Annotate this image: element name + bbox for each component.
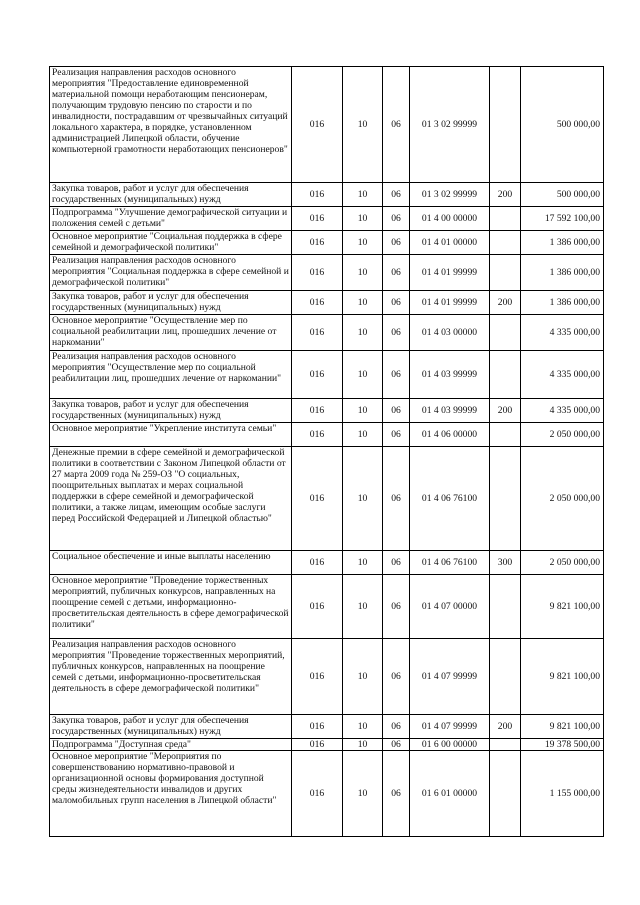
cell-amount: 4 335 000,00: [521, 351, 604, 399]
cell-name: Основное мероприятие "Осуществление мер по социальной реабилитации лиц, прошедших лечение от наркомании": [50, 315, 292, 351]
cell-amount: 1 155 000,00: [521, 751, 604, 837]
cell-expense-type-code: [490, 639, 521, 715]
table-row: [50, 739, 604, 751]
cell-subsection-code: 06: [383, 255, 410, 291]
cell-expense-type-code: [490, 231, 521, 255]
cell-target-code: 01 4 03 99999: [410, 399, 490, 423]
cell-section-code: 10: [343, 715, 383, 739]
cell-target-code: 01 4 03 99999: [410, 351, 490, 399]
table-row: [50, 423, 604, 447]
cell-subsection-code: 06: [383, 231, 410, 255]
cell-subsection-code: 06: [383, 739, 410, 751]
table-row: [50, 551, 604, 575]
cell-ministry-code: 016: [292, 751, 343, 837]
cell-expense-type-code: [490, 351, 521, 399]
cell-target-code: 01 6 00 00000: [410, 739, 490, 751]
cell-ministry-code: 016: [292, 351, 343, 399]
cell-subsection-code: 06: [383, 291, 410, 315]
cell-ministry-code: 016: [292, 399, 343, 423]
cell-section-code: 10: [343, 751, 383, 837]
cell-expense-type-code: [490, 207, 521, 231]
cell-expense-type-code: [490, 255, 521, 291]
cell-target-code: 01 6 01 00000: [410, 751, 490, 837]
cell-section-code: 10: [343, 231, 383, 255]
cell-target-code: 01 4 00 00000: [410, 207, 490, 231]
cell-target-code: 01 4 06 00000: [410, 423, 490, 447]
cell-subsection-code: 06: [383, 447, 410, 551]
cell-ministry-code: 016: [292, 447, 343, 551]
cell-section-code: 10: [343, 207, 383, 231]
cell-name: Закупка товаров, работ и услуг для обеспечения государственных (муниципальных) нужд: [50, 183, 292, 207]
cell-target-code: 01 4 01 00000: [410, 231, 490, 255]
cell-name: Закупка товаров, работ и услуг для обеспечения государственных (муниципальных) нужд: [50, 399, 292, 423]
cell-target-code: 01 3 02 99999: [410, 67, 490, 183]
cell-expense-type-code: [490, 447, 521, 551]
cell-section-code: 10: [343, 399, 383, 423]
cell-amount: 500 000,00: [521, 67, 604, 183]
cell-subsection-code: 06: [383, 639, 410, 715]
cell-section-code: 10: [343, 639, 383, 715]
cell-subsection-code: 06: [383, 315, 410, 351]
cell-target-code: 01 3 02 99999: [410, 183, 490, 207]
table-row: [50, 255, 604, 291]
cell-ministry-code: 016: [292, 715, 343, 739]
cell-section-code: 10: [343, 575, 383, 639]
cell-target-code: 01 4 06 76100: [410, 551, 490, 575]
cell-name: Денежные премии в сфере семейной и демографической политики в соответствии с Законом Липецкой области от 27 марта 2009 года № 259-ОЗ "О социальных, поощрительных выплатах и мерах социальной поддержки в сфере семейной и демографической политики, а также лицам, имеющим особые заслуги перед Российской Федерацией и Липецкой областью": [50, 447, 292, 551]
cell-name: Основное мероприятие "Проведение торжественных мероприятий, публичных конкурсов, направленных на поощрение семей с детьми, информационно-просветительская деятельность в сфере демографической политики": [50, 575, 292, 639]
cell-subsection-code: 06: [383, 551, 410, 575]
cell-name: Реализация направления расходов основного мероприятия "Осуществление мер по социальной реабилитации лиц, прошедших лечение от наркомании": [50, 351, 292, 399]
cell-section-code: 10: [343, 67, 383, 183]
cell-amount: 1 386 000,00: [521, 231, 604, 255]
cell-ministry-code: 016: [292, 231, 343, 255]
cell-amount: 1 386 000,00: [521, 291, 604, 315]
cell-subsection-code: 06: [383, 67, 410, 183]
cell-section-code: 10: [343, 351, 383, 399]
table-row: [50, 291, 604, 315]
cell-subsection-code: 06: [383, 423, 410, 447]
cell-name: Закупка товаров, работ и услуг для обеспечения государственных (муниципальных) нужд: [50, 291, 292, 315]
cell-section-code: 10: [343, 183, 383, 207]
budget-table: [49, 66, 604, 837]
cell-section-code: 10: [343, 447, 383, 551]
cell-ministry-code: 016: [292, 255, 343, 291]
cell-target-code: 01 4 07 99999: [410, 715, 490, 739]
cell-ministry-code: 016: [292, 67, 343, 183]
cell-name: Подпрограмма "Улучшение демографической ситуации и положения семей с детьми": [50, 207, 292, 231]
cell-subsection-code: 06: [383, 183, 410, 207]
document-page: [49, 66, 604, 837]
cell-section-code: 10: [343, 291, 383, 315]
cell-ministry-code: 016: [292, 183, 343, 207]
cell-subsection-code: 06: [383, 207, 410, 231]
cell-ministry-code: 016: [292, 739, 343, 751]
table-row: [50, 67, 604, 183]
cell-amount: 19 378 500,00: [521, 739, 604, 751]
cell-amount: 500 000,00: [521, 183, 604, 207]
cell-name: Подпрограмма "Доступная среда": [50, 739, 292, 751]
cell-name: Основное мероприятие "Мероприятия по совершенствованию нормативно-правовой и организационной основы формирования доступной среды жизнедеятельности инвалидов и других маломобильных групп населения в Липецкой области": [50, 751, 292, 837]
cell-name: Закупка товаров, работ и услуг для обеспечения государственных (муниципальных) нужд: [50, 715, 292, 739]
cell-name: Реализация направления расходов основного мероприятия "Социальная поддержка в сфере семейной и демографической политики": [50, 255, 292, 291]
cell-ministry-code: 016: [292, 207, 343, 231]
table-row: [50, 399, 604, 423]
cell-subsection-code: 06: [383, 715, 410, 739]
table-row: [50, 351, 604, 399]
cell-target-code: 01 4 07 99999: [410, 639, 490, 715]
cell-subsection-code: 06: [383, 351, 410, 399]
table-row: [50, 207, 604, 231]
table-row: [50, 315, 604, 351]
cell-name: Социальное обеспечение и иные выплаты населению: [50, 551, 292, 575]
cell-expense-type-code: [490, 67, 521, 183]
cell-amount: 1 386 000,00: [521, 255, 604, 291]
cell-amount: 9 821 100,00: [521, 575, 604, 639]
cell-expense-type-code: 200: [490, 291, 521, 315]
cell-name: Основное мероприятие "Социальная поддержка в сфере семейной и демографической политики": [50, 231, 292, 255]
cell-ministry-code: 016: [292, 551, 343, 575]
cell-expense-type-code: 200: [490, 399, 521, 423]
table-body: [50, 67, 604, 837]
cell-ministry-code: 016: [292, 291, 343, 315]
cell-amount: 4 335 000,00: [521, 399, 604, 423]
cell-amount: 2 050 000,00: [521, 447, 604, 551]
cell-subsection-code: 06: [383, 575, 410, 639]
cell-expense-type-code: 200: [490, 183, 521, 207]
cell-expense-type-code: 300: [490, 551, 521, 575]
cell-amount: 2 050 000,00: [521, 551, 604, 575]
cell-target-code: 01 4 01 99999: [410, 291, 490, 315]
cell-ministry-code: 016: [292, 315, 343, 351]
cell-name: Реализация направления расходов основного мероприятия "Предоставление единовременной материальной помощи неработающим пенсионерам, получающим трудовую пенсию по старости и по инвалидности, пострадавшим от чрезвычайных ситуаций локального характера, в порядке, установленном администрацией Липецкой области, обучение компьютерной грамотности неработающих пенсионеров": [50, 67, 292, 183]
cell-subsection-code: 06: [383, 751, 410, 837]
cell-expense-type-code: [490, 575, 521, 639]
cell-ministry-code: 016: [292, 639, 343, 715]
table-row: [50, 575, 604, 639]
cell-target-code: 01 4 03 00000: [410, 315, 490, 351]
table-row: [50, 715, 604, 739]
cell-amount: 17 592 100,00: [521, 207, 604, 231]
cell-target-code: 01 4 01 99999: [410, 255, 490, 291]
cell-expense-type-code: [490, 315, 521, 351]
cell-expense-type-code: [490, 739, 521, 751]
cell-section-code: 10: [343, 739, 383, 751]
cell-section-code: 10: [343, 423, 383, 447]
cell-name: Основное мероприятие "Укрепление института семьи": [50, 423, 292, 447]
cell-amount: 9 821 100,00: [521, 639, 604, 715]
cell-ministry-code: 016: [292, 575, 343, 639]
cell-section-code: 10: [343, 315, 383, 351]
cell-subsection-code: 06: [383, 399, 410, 423]
cell-amount: 9 821 100,00: [521, 715, 604, 739]
cell-ministry-code: 016: [292, 423, 343, 447]
cell-target-code: 01 4 07 00000: [410, 575, 490, 639]
cell-expense-type-code: [490, 423, 521, 447]
cell-section-code: 10: [343, 551, 383, 575]
cell-expense-type-code: [490, 751, 521, 837]
cell-amount: 4 335 000,00: [521, 315, 604, 351]
cell-expense-type-code: 200: [490, 715, 521, 739]
table-row: [50, 447, 604, 551]
table-row: [50, 231, 604, 255]
cell-name: Реализация направления расходов основного мероприятия "Проведение торжественных мероприятий, публичных конкурсов, направленных на поощрение семей с детьми, информационно-просветительская деятельность в сфере демографической политики": [50, 639, 292, 715]
cell-amount: 2 050 000,00: [521, 423, 604, 447]
cell-section-code: 10: [343, 255, 383, 291]
table-row: [50, 183, 604, 207]
table-row: [50, 751, 604, 837]
table-row: [50, 639, 604, 715]
cell-target-code: 01 4 06 76100: [410, 447, 490, 551]
